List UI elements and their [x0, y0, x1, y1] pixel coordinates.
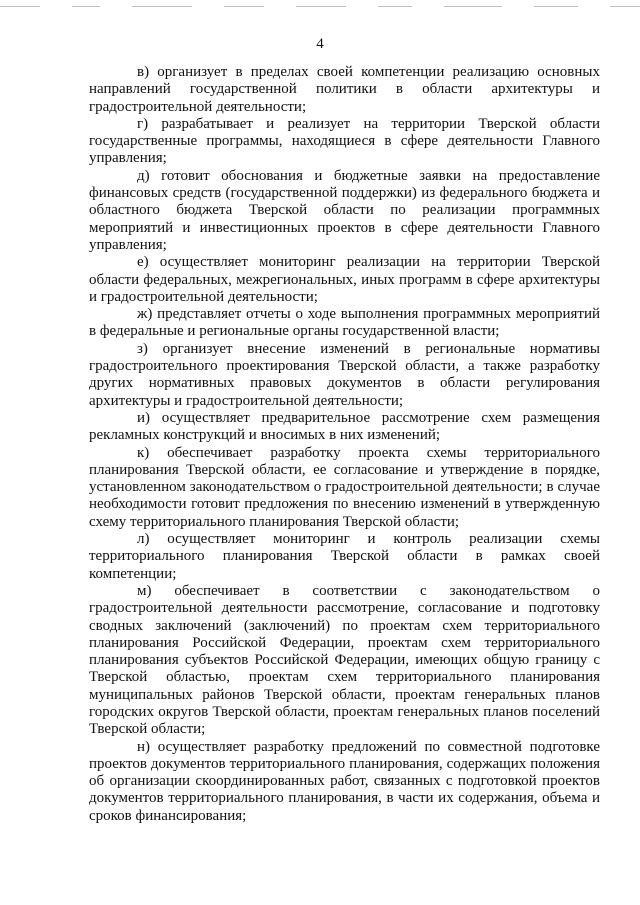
paragraph-zh: ж) представляет отчеты о ходе выполнения программных мероприятий в федеральные и региональные органы государственной власти;: [89, 306, 600, 340]
paragraph-l: л) осуществляет мониторинг и контроль реализации схемы территориального планирования Тверской области в рамках своей компетенции;: [89, 531, 600, 582]
paragraph-d: д) готовит обоснования и бюджетные заявки на предоставление финансовых средств (государственной поддержки) из федерального бюджета и областного бюджета Тверской области по реализации программных мероприятий и инвестиционных проектов в сфере деятельности Главного управления;: [89, 167, 600, 253]
paragraph-m: м) обеспечивает в соответствии с законодательством о градостроительной деятельности рассмотрение, согласование и подготовку сводных заключений (заключений) по проектам схем территориального планирования Российской Федерации, проектам схем территориального планирования субъектов Российской Федерации, имеющих общую границу с Тверской областью, проектам схем территориального планирования муниципальных районов Тверской области, проектам генеральных планов городских округов Тверской области, проектам генеральных планов поселений Тверской области;: [89, 582, 600, 738]
top-scan-edge: [0, 6, 640, 8]
paragraph-z: з) организует внесение изменений в региональные нормативы градостроительного проектирования Тверской области, а также разработку других нормативных правовых документов в области регулирования архитектуры и градостроительной деятельности;: [89, 340, 600, 409]
paragraph-i: и) осуществляет предварительное рассмотрение схем размещения рекламных конструкций и вносимых в них изменений;: [89, 409, 600, 444]
document-body: [89, 64, 600, 825]
paragraph-v: в) организует в пределах своей компетенции реализацию основных направлений государственной политики в области архитектуры и градостроительной деятельности;: [89, 64, 600, 115]
paragraph-n: н) осуществляет разработку предложений по совместной подготовке проектов документов территориального планирования, содержащих положения об организации скоординированных работ, связанных с подготовкой проектов документов территориального планирования, в части их содержания, объема и сроков финансирования;: [89, 738, 600, 824]
page-number: 4: [316, 36, 324, 52]
paragraph-k: к) обеспечивает разработку проекта схемы территориального планирования Тверской области, ее согласование и утверждение в порядке, установленном законодательством о градостроительной деятельности; в случае необходимости готовит предложения по внесению изменений в утвержденную схему территориального планирования Тверской области;: [89, 444, 600, 530]
paragraph-e: е) осуществляет мониторинг реализации на территории Тверской области федеральных, межрегиональных, иных программ в сфере архитектуры и градостроительной деятельности;: [89, 254, 600, 305]
paragraph-g: г) разрабатывает и реализует на территории Тверской области государственные программы, находящиеся в сфере деятельности Главного управления;: [89, 115, 600, 167]
